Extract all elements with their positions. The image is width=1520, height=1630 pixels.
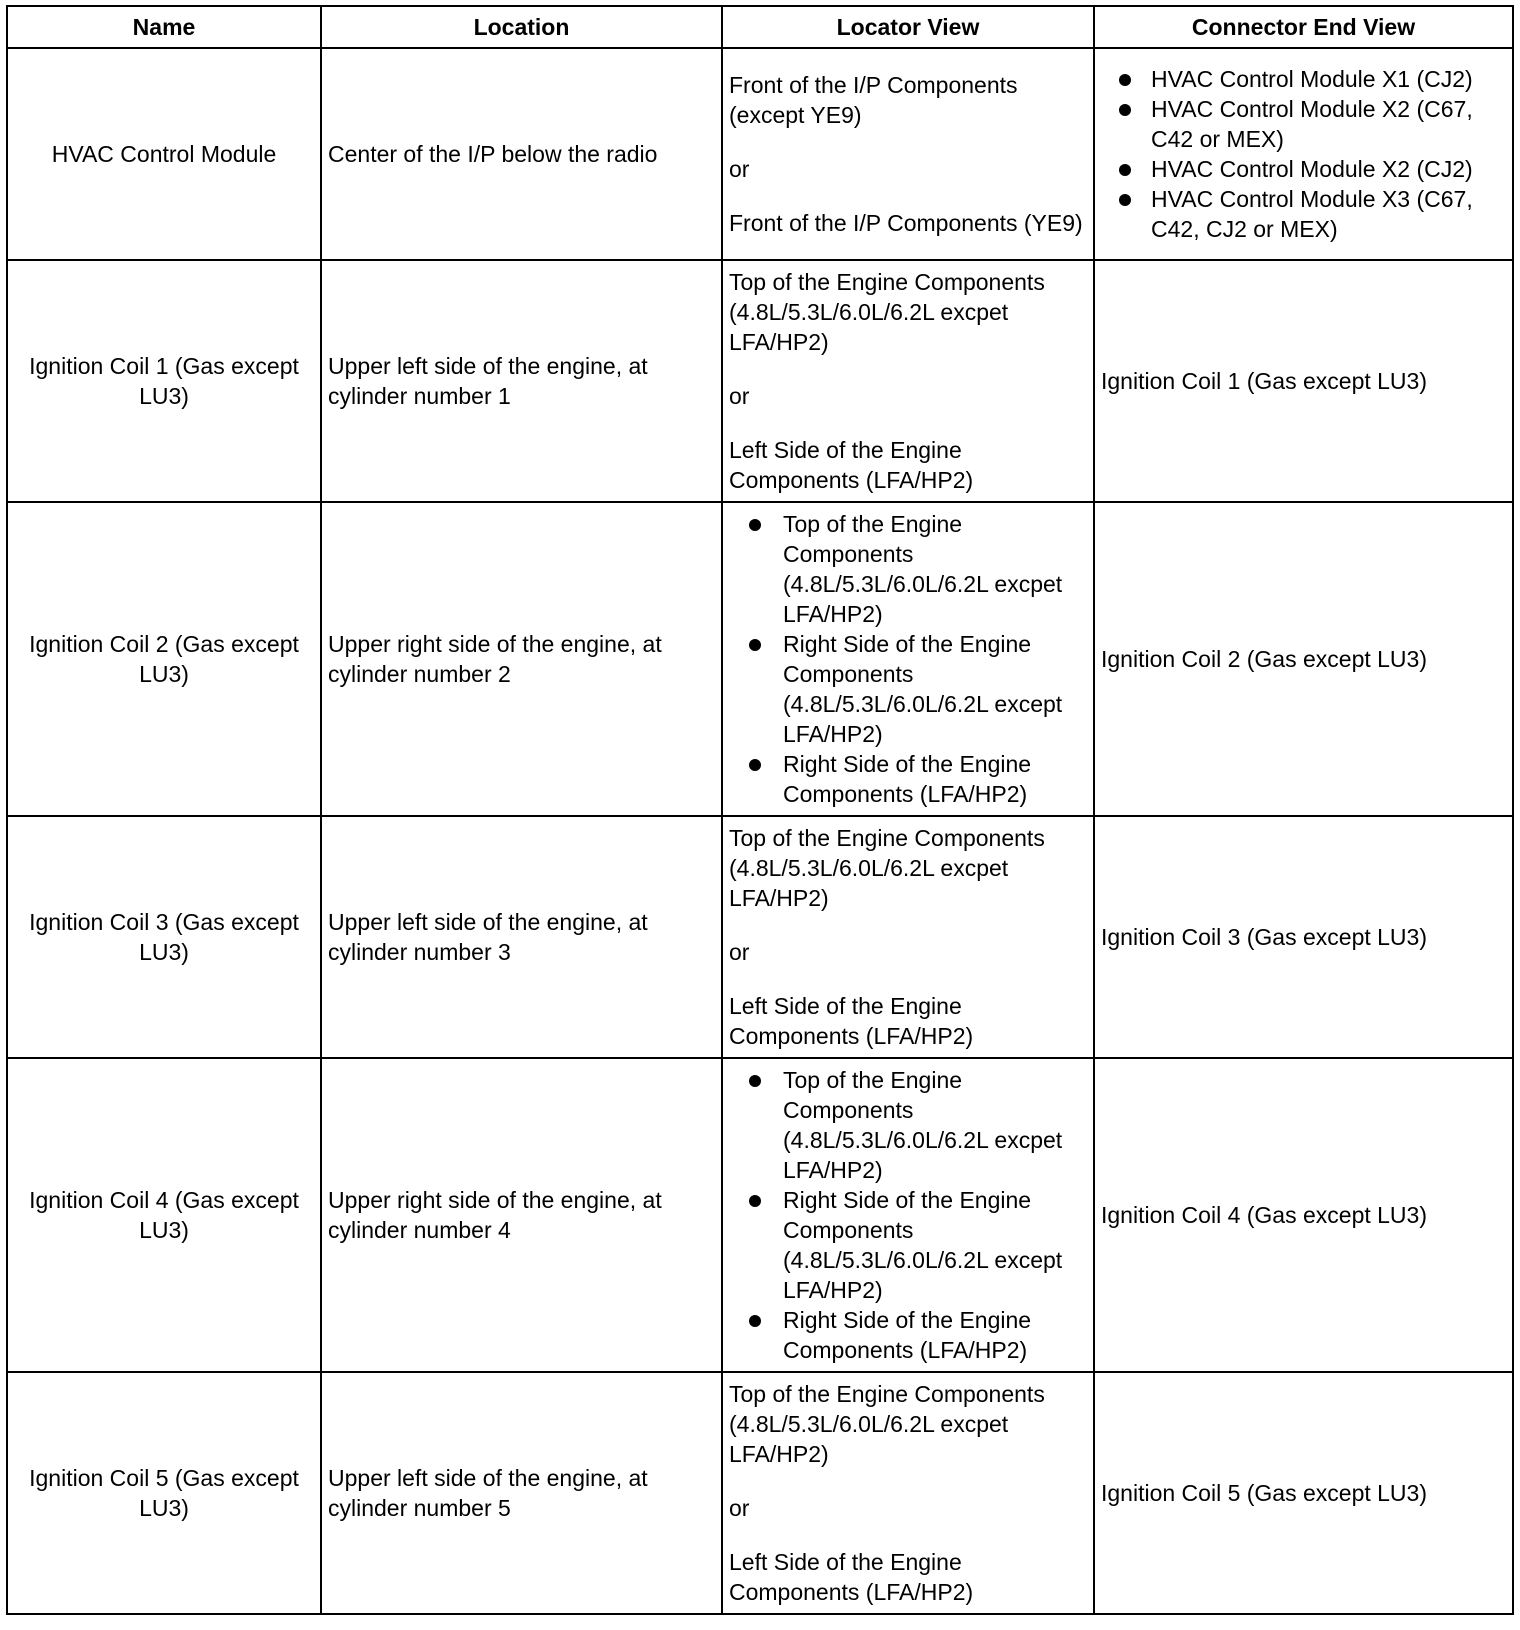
component-location: Upper right side of the engine, at cylinder number 4 [321, 1058, 722, 1372]
table-row [7, 1372, 1513, 1614]
connector-end-view-link[interactable]: Ignition Coil 2 (Gas except LU3) [1094, 502, 1513, 816]
locator-view-cell [722, 260, 1094, 502]
locator-or-text: or [729, 156, 750, 182]
component-location: Center of the I/P below the radio [321, 48, 722, 260]
locator-view-link[interactable]: Front of the I/P Components (YE9) [729, 210, 1083, 236]
locator-view-link[interactable]: Top of the Engine Components (4.8L/5.3L/6.0L/6.2L excpet LFA/HP2) [729, 1065, 1087, 1185]
connector-list [1101, 64, 1506, 244]
locator-view-link[interactable]: Left Side of the Engine Components (LFA/HP2) [729, 437, 974, 493]
table-row [7, 502, 1513, 816]
component-name: Ignition Coil 2 (Gas except LU3) [7, 502, 321, 816]
header-location: Location [321, 6, 722, 48]
locator-view-link[interactable]: Right Side of the Engine Components (LFA/HP2) [729, 749, 1087, 809]
table-row [7, 48, 1513, 260]
component-name: Ignition Coil 3 (Gas except LU3) [7, 816, 321, 1058]
table-row [7, 260, 1513, 502]
locator-view-cell [722, 48, 1094, 260]
header-name: Name [7, 6, 321, 48]
connector-end-view-link[interactable]: HVAC Control Module X3 (C67, C42, CJ2 or MEX) [1101, 184, 1506, 244]
component-name: Ignition Coil 4 (Gas except LU3) [7, 1058, 321, 1372]
locator-view-cell [722, 502, 1094, 816]
connector-end-view-link[interactable]: HVAC Control Module X1 (CJ2) [1101, 64, 1506, 94]
locator-or-text: or [729, 939, 750, 965]
locator-list [729, 1065, 1087, 1365]
component-location: Upper left side of the engine, at cylinder number 1 [321, 260, 722, 502]
component-locator-table [6, 5, 1514, 1615]
component-location: Upper left side of the engine, at cylinder number 5 [321, 1372, 722, 1614]
locator-view-link[interactable]: Right Side of the Engine Components (LFA/HP2) [729, 1305, 1087, 1365]
connector-end-view-link[interactable]: Ignition Coil 4 (Gas except LU3) [1094, 1058, 1513, 1372]
locator-list [729, 509, 1087, 809]
locator-or-text: or [729, 383, 750, 409]
locator-view-link[interactable]: Top of the Engine Components (4.8L/5.3L/6.0L/6.2L excpet LFA/HP2) [729, 269, 1045, 355]
connector-end-view-link[interactable]: Ignition Coil 5 (Gas except LU3) [1094, 1372, 1513, 1614]
locator-view-link[interactable]: Left Side of the Engine Components (LFA/HP2) [729, 993, 974, 1049]
connector-end-view-link[interactable]: Ignition Coil 1 (Gas except LU3) [1094, 260, 1513, 502]
component-name: Ignition Coil 5 (Gas except LU3) [7, 1372, 321, 1614]
header-row [7, 6, 1513, 48]
component-location: Upper right side of the engine, at cylinder number 2 [321, 502, 722, 816]
locator-view-link[interactable]: Top of the Engine Components (4.8L/5.3L/6.0L/6.2L excpet LFA/HP2) [729, 1381, 1045, 1467]
locator-view-link[interactable]: Front of the I/P Components (except YE9) [729, 72, 1018, 128]
locator-view-link[interactable]: Left Side of the Engine Components (LFA/HP2) [729, 1549, 974, 1605]
locator-view-cell [722, 1372, 1094, 1614]
locator-view-cell [722, 1058, 1094, 1372]
component-name: HVAC Control Module [7, 48, 321, 260]
connector-end-view-link[interactable]: Ignition Coil 3 (Gas except LU3) [1094, 816, 1513, 1058]
component-name: Ignition Coil 1 (Gas except LU3) [7, 260, 321, 502]
connector-end-view-cell [1094, 48, 1513, 260]
table-row [7, 816, 1513, 1058]
header-connector-end-view: Connector End View [1094, 6, 1513, 48]
locator-view-link[interactable]: Top of the Engine Components (4.8L/5.3L/6.0L/6.2L excpet LFA/HP2) [729, 509, 1087, 629]
locator-view-link[interactable]: Right Side of the Engine Components (4.8L/5.3L/6.0L/6.2L except LFA/HP2) [729, 629, 1087, 749]
component-location: Upper left side of the engine, at cylinder number 3 [321, 816, 722, 1058]
table-row [7, 1058, 1513, 1372]
locator-view-cell [722, 816, 1094, 1058]
header-locator-view: Locator View [722, 6, 1094, 48]
locator-view-link[interactable]: Right Side of the Engine Components (4.8L/5.3L/6.0L/6.2L except LFA/HP2) [729, 1185, 1087, 1305]
connector-end-view-link[interactable]: HVAC Control Module X2 (CJ2) [1101, 154, 1506, 184]
locator-view-link[interactable]: Top of the Engine Components (4.8L/5.3L/6.0L/6.2L excpet LFA/HP2) [729, 825, 1045, 911]
connector-end-view-link[interactable]: HVAC Control Module X2 (C67, C42 or MEX) [1101, 94, 1506, 154]
locator-or-text: or [729, 1495, 750, 1521]
